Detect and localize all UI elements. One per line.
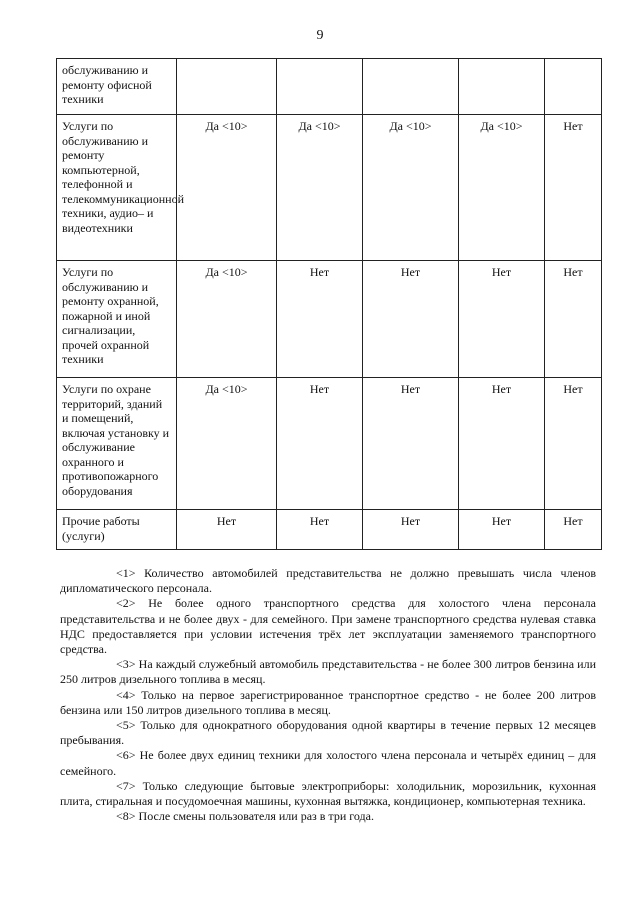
footnote: <4> Только на первое зарегистрированное транспортное средство - не более 200 литров бензина или 150 литров дизельного топлива в месяц.	[60, 687, 596, 717]
table-cell: Нет	[277, 378, 363, 510]
footnote: <7> Только следующие бытовые электроприборы: холодильник, морозильник, кухонная плита, стиральная и посудомоечная машины, кухонная вытяжка, кондиционер, компьютерная техника.	[60, 778, 596, 809]
table-row	[57, 59, 602, 115]
service-label: Прочие работы (услуги)	[57, 510, 177, 550]
footnote: <2> Не более одного транспортного средства для холостого члена персонала представительства и не более двух - для семейного. При замене транспортного средства нулевая ставка НДС предоставляется при условии истечения трёх лет эксплуатации заменяемого транспортного средства.	[60, 596, 596, 657]
table-cell: Да <10>	[177, 261, 277, 378]
table-cell: Да <10>	[177, 115, 277, 261]
service-label: Услуги по охране территорий, зданий и помещений, включая установку и обслуживание охранного и противопожарного оборудования	[57, 378, 177, 510]
footnote: <5> Только для однократного оборудования одной квартиры в течение первых 12 месяцев пребывания.	[60, 718, 596, 748]
table-cell: Нет	[459, 261, 545, 378]
table-row	[57, 261, 602, 378]
table-cell: Нет	[363, 510, 459, 550]
table-row	[57, 115, 602, 261]
table-cell: Нет	[459, 510, 545, 550]
table-row	[57, 378, 602, 510]
service-label: Услуги по обслуживанию и ремонту охранной, пожарной и иной сигнализации, прочей охранной техники	[57, 261, 177, 378]
table-cell: Нет	[277, 261, 363, 378]
table-cell	[459, 59, 545, 115]
table-cell: Нет	[545, 115, 602, 261]
service-label: обслуживанию и ремонту офисной техники	[57, 59, 177, 115]
table-cell	[545, 59, 602, 115]
table-cell	[277, 59, 363, 115]
table-cell: Да <10>	[277, 115, 363, 261]
table-cell	[177, 59, 277, 115]
table-cell: Нет	[545, 378, 602, 510]
table-cell: Нет	[363, 378, 459, 510]
table-cell: Нет	[459, 378, 545, 510]
footnote: <8> После смены пользователя или раз в три года.	[116, 809, 374, 824]
footnote: <1> Количество автомобилей представительства не должно превышать числа членов дипломатического персонала.	[60, 566, 596, 596]
table-cell: Нет	[545, 261, 602, 378]
table-cell: Да <10>	[363, 115, 459, 261]
table-cell	[363, 59, 459, 115]
page-number: 9	[316, 28, 324, 43]
footnote: <6> Не более двух единиц техники для холостого члена персонала и четырёх единиц – для семейного.	[60, 748, 596, 778]
table-cell: Нет	[545, 510, 602, 550]
table-row	[57, 510, 602, 550]
footnotes	[60, 566, 596, 824]
exemption-table	[56, 58, 602, 550]
table-cell: Нет	[363, 261, 459, 378]
footnote: <3> На каждый служебный автомобиль представительства - не более 300 литров бензина или 250 литров дизельного топлива в месяц.	[60, 657, 596, 687]
table-cell: Да <10>	[177, 378, 277, 510]
table-cell: Нет	[177, 510, 277, 550]
service-label: Услуги по обслуживанию и ремонту компьютерной, телефонной и телекоммуникационной техники, аудио– и видеотехники	[57, 115, 177, 261]
table-cell: Да <10>	[459, 115, 545, 261]
table-cell: Нет	[277, 510, 363, 550]
